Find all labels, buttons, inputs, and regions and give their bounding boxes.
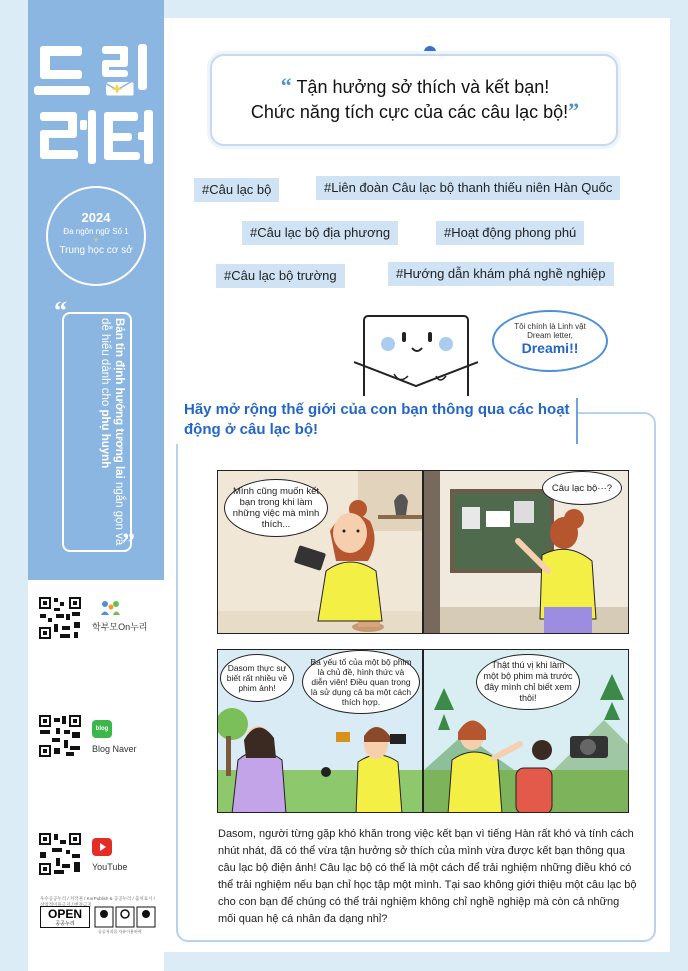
blog-icon: blog [92,720,112,738]
license-icons [94,906,156,928]
youtube-icon [92,838,112,856]
qr-code-icon [38,596,82,640]
comic-panel-4 [423,649,629,813]
link-parents-onnuri[interactable] [38,596,158,656]
desc-mid: ngắn gọn và dễ hiểu dành cho [99,318,125,546]
sidebar [28,0,164,971]
section-title: Hãy mở rộng thế giới của con bạn thông qua các hoạt động ở câu lạc bộ! [184,401,570,438]
title-open-quote: “ [280,73,292,98]
open-caption: 공공저작물 자유이용허락 [98,929,142,934]
mascot-line2: Dream letter, [527,331,573,340]
issue-year: 2024 [81,210,111,225]
newsletter-description [66,318,126,548]
link-youtube[interactable] [38,832,158,892]
issue-plus: + [93,235,99,245]
issue-line1: Đa ngôn ngữ Số 1 [63,227,129,236]
link-label-blog: Blog Naver [92,744,137,754]
mascot-speech-bubble [492,310,608,372]
comic-panel-1 [217,470,423,634]
speech-bubble-2: Câu lạc bộ···? [542,471,622,505]
article-body: Dasom, người từng gặp khó khăn trong việc kết bạn vì tiếng Hàn rất khó và tính cách nhút nhát, đã có thể vừa tận hưởng sở thích của mình vừa được kết bạn thông qua câu lạc bộ điện ảnh! Câu lạc bộ có thể là một cách để trải nghiệm những điều khó có thể trải nghiệm nếu bạn chỉ học tập một mình. Tại sao không giới thiệu một câu lạc bộ cho con bạn để chúng có thể trải nghiệm không chỉ nghề nghiệp mà còn cả những mối quan hệ cá nhân đa dạng nhỉ? [218,828,637,925]
desc-bold-2: phụ huynh [99,409,111,469]
hashtag-club: #Câu lạc bộ [194,178,279,202]
hashtag-activities: #Hoạt động phong phú [436,221,584,245]
qr-code-icon [38,832,82,876]
comic-panel-3 [217,649,423,813]
mascot-line1: Tôi chính là Linh vật [514,322,586,331]
page-title [226,74,604,124]
comic-panel-2 [423,470,629,634]
open-sub: 공공누리 [55,921,75,927]
quote-open-mark: “ [54,296,67,325]
title-close-quote: ” [568,98,580,123]
issue-line2: Trung học cơ sở [59,245,133,256]
link-label-onnuri: 학부모On누리 [92,622,148,632]
open-license-badge [40,906,158,936]
link-label-youtube: YouTube [92,862,128,872]
copyright-line: 우수공공누리 / 저작권 / KorPublish & 공공누리 / 출처표시 / 상업적이용금지 / 변경금지 [40,896,155,907]
title-line1: Tận hưởng sở thích và kết bạn! [296,77,550,97]
open-label: OPEN [47,907,82,921]
dreami-mascot [354,312,478,404]
section-title-bar [576,398,578,444]
issue-badge [46,186,146,286]
dream-letter-logo [34,40,158,170]
speech-bubble-4: Thật thú vị khi làm một bộ phim mà trước đây mình chỉ biết xem thôi! [476,654,580,710]
desc-bold-1: Bản tin định hướng tương lai [113,318,125,479]
speech-bubble-3a: Dasom thực sự biết rất nhiều về phim ảnh! [220,654,294,702]
parents-onnuri-icon [100,600,122,616]
speech-bubble-1: Mình cũng muốn kết bạn trong khi làm những việc mà mình thích... [224,479,328,537]
speech-bubble-3b: Ba yếu tố của một bộ phim là chủ đề, hình thức và diễn viên! Điều quan trọng là sử dụng cả ba một cách thích hợp. [302,650,420,714]
hashtag-career: #Hướng dẫn khám phá nghề nghiệp [388,262,614,286]
title-line2: Chức năng tích cực của các câu lạc bộ! [250,102,569,122]
link-blog-naver[interactable] [38,714,158,774]
title-card [210,54,618,146]
hashtag-federation: #Liên đoàn Câu lạc bộ thanh thiếu niên Hàn Quốc [316,176,620,200]
quote-close-mark: ” [122,528,135,557]
qr-code-icon [38,714,82,758]
mascot-name: Dreami!! [521,340,579,356]
hashtag-school-club: #Câu lạc bộ trường [216,264,345,288]
hashtag-local-club: #Câu lạc bộ địa phương [242,221,398,245]
